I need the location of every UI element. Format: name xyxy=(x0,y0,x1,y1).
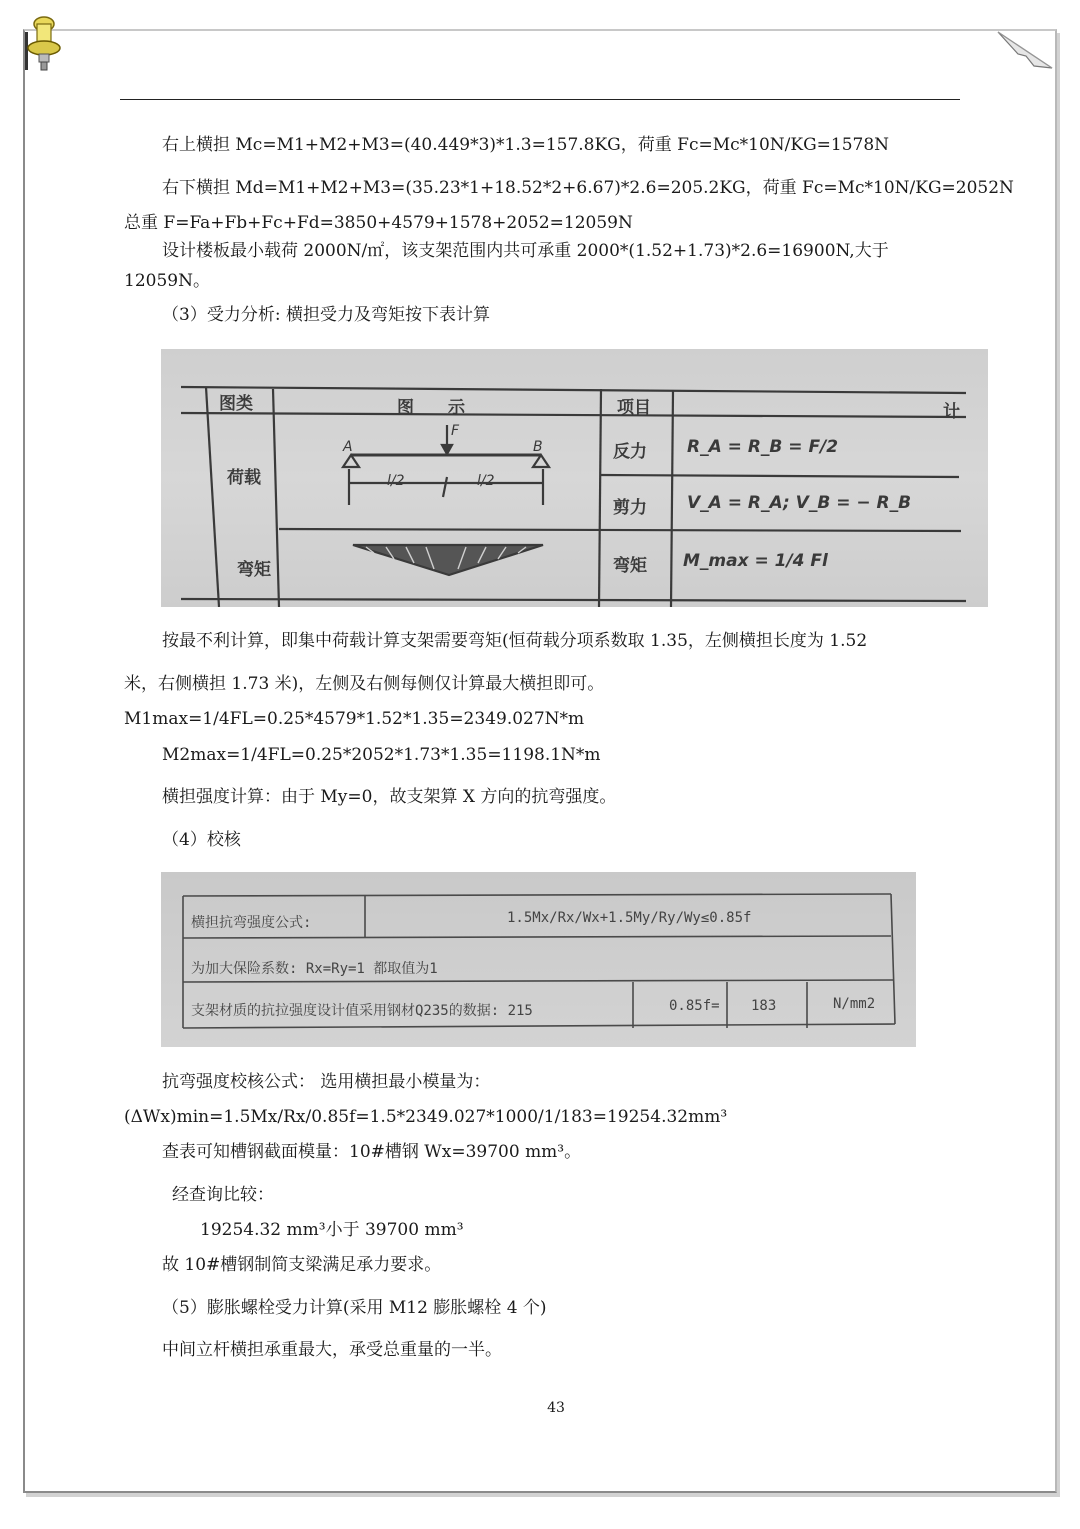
pushpin-icon xyxy=(22,14,62,72)
text-line: M1max=1/4FL=0.25*4579*1.52*1.35=2349.027N*m xyxy=(124,709,585,729)
text-line: 中间立杆横担承重最大，承受总重量的一半。 xyxy=(162,1340,502,1360)
table1-row-moment: 弯矩 xyxy=(237,560,271,580)
table1-header-item: 项目 xyxy=(617,398,651,418)
text-line: M2max=1/4FL=0.25*2052*1.73*1.35=1198.1N*m xyxy=(162,745,601,765)
text-line: 19254.32 mm³小于 39700 mm³ xyxy=(200,1220,464,1240)
section-heading: （4）校核 xyxy=(162,830,241,850)
table2-material-strength: 支架材质的抗拉强度设计值采用钢材Q235的数据: 215 xyxy=(191,1003,533,1019)
text-line: 右下横担 Md=M1+M2+M3=(35.23*1+18.52*2+6.67)*2.6=205.2KG，荷重 Fc=Mc*10N/KG=2052N xyxy=(162,178,1014,198)
table2-085f-label: 0.85f= xyxy=(669,998,720,1014)
table2-unit: N/mm2 xyxy=(833,996,876,1012)
formula-shear: V_A = R_A; V_B = − R_B xyxy=(687,493,912,513)
beam-force-label: F xyxy=(451,423,460,439)
strength-check-table-photo xyxy=(161,872,916,1047)
section-heading: （3）受力分析: 横担受力及弯矩按下表计算 xyxy=(162,305,490,325)
table2-085f-value: 183 xyxy=(751,998,777,1014)
table1-header-diagram: 图 示 xyxy=(397,398,465,418)
table1-label-moment: 弯矩 xyxy=(613,556,647,576)
text-line: 横担强度计算：由于 My=0，故支架算 X 方向的抗弯强度。 xyxy=(162,787,617,807)
text-line: 米，右侧横担 1.73 米)，左侧及右侧每侧仅计算最大横担即可。 xyxy=(124,674,605,694)
table2-formula-label: 横担抗弯强度公式: xyxy=(191,915,312,931)
table1-label-shear: 剪力 xyxy=(613,498,647,518)
header-rule xyxy=(120,99,960,100)
text-line: 经查询比较： xyxy=(172,1185,274,1205)
page-number: 43 xyxy=(547,1400,565,1416)
table2-safety-factor: 为加大保险系数: Rx=Ry=1 都取值为1 xyxy=(191,961,438,977)
table2-formula-value: 1.5Mx/Rx/Wx+1.5My/Ry/Wy≤0.85f xyxy=(507,910,752,926)
beam-formula-table-photo xyxy=(161,349,988,607)
text-line: (ΔWx)min=1.5Mx/Rx/0.85f=1.5*2349.027*1000/1/183=19254.32mm³ xyxy=(124,1107,728,1127)
text-line: 总重 F=Fa+Fb+Fc+Fd=3850+4579+1578+2052=12059N xyxy=(124,213,633,233)
text-line: 右上横担 Mc=M1+M2+M3=(40.449*3)*1.3=157.8KG，荷重 Fc=Mc*10N/KG=1578N xyxy=(162,135,890,155)
text-line: 按最不利计算，即集中荷载计算支架需要弯矩(恒荷载分项系数取 1.35，左侧横担长度为 1.52 xyxy=(162,631,868,651)
table1-row-load: 荷载 xyxy=(227,468,261,488)
table1-header-calc: 计 xyxy=(943,402,960,422)
text-line: 12059N。 xyxy=(124,271,210,291)
formula-reaction: R_A = R_B = F/2 xyxy=(687,437,839,457)
page-curl-icon xyxy=(996,30,1054,70)
beam-support-a: A xyxy=(343,439,353,455)
text-line: 抗弯强度校核公式： 选用横担最小模量为： xyxy=(162,1072,491,1092)
formula-moment: M_max = 1/4 Fl xyxy=(683,551,828,571)
text-line: 故 10#槽钢制简支梁满足承力要求。 xyxy=(162,1255,442,1275)
beam-span-half-left: l/2 xyxy=(387,473,405,489)
text-line: 查表可知槽钢截面模量：10#槽钢 Wx=39700 mm³。 xyxy=(162,1142,582,1162)
beam-support-b: B xyxy=(533,439,543,455)
text-line: 设计楼板最小载荷 2000N/㎡，该支架范围内共可承重 2000*(1.52+1.73)*2.6=16900N,大于 xyxy=(162,241,889,261)
beam-span-half-right: l/2 xyxy=(477,473,495,489)
table1-header-category: 图类 xyxy=(219,394,253,414)
table1-label-reaction: 反力 xyxy=(613,442,647,462)
section-heading: （5）膨胀螺栓受力计算(采用 M12 膨胀螺栓 4 个) xyxy=(162,1298,547,1318)
